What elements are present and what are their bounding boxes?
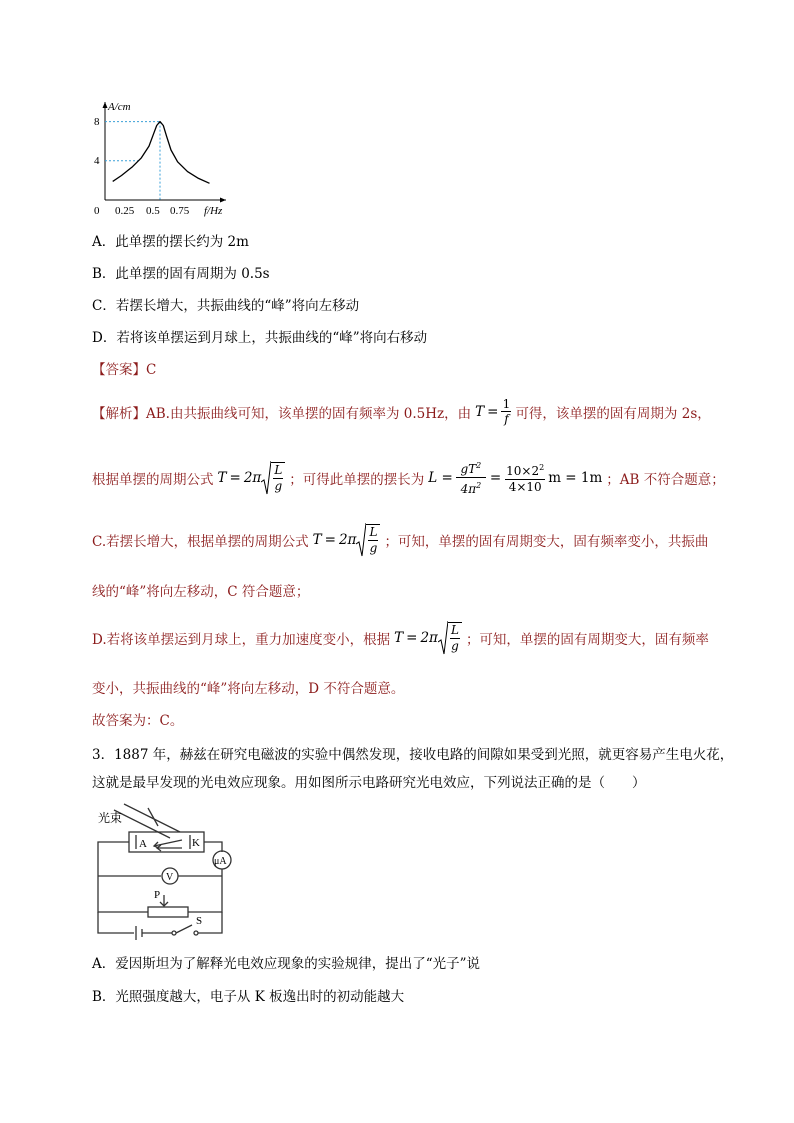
fraction-gT2 <box>456 458 486 497</box>
q3-option-b: B．光照强度越大，电子从 K 板逸出时的初动能越大 <box>92 989 405 1005</box>
resonance-chart <box>88 96 238 221</box>
explanation-label: 【解析】 <box>92 405 146 422</box>
numerator: 1 <box>502 397 511 411</box>
numerator: $10\times 2^2$ <box>506 463 545 478</box>
var-T: T <box>475 403 485 420</box>
x-axis-label: f/Hz <box>204 205 223 217</box>
option-a: A．此单摆的摆长约为 2m <box>92 234 249 250</box>
explanation-line-4: 线的“峰”将向左移动，C 符合题意； <box>92 584 310 600</box>
var-T: T <box>394 630 404 646</box>
option-c: C．若摆长增大，共振曲线的“峰”将向左移动 <box>92 298 360 314</box>
fraction-numeric <box>505 460 545 495</box>
explanation-text-1a: AB.由共振曲线可知，该单摆的固有频率为 0.5Hz，由 <box>146 405 472 422</box>
denominator-g: g <box>274 478 283 493</box>
formula-T-1-over-f <box>475 397 511 426</box>
equals-sign: = <box>229 469 241 486</box>
explanation-line-5 <box>92 620 709 656</box>
answer-value: C <box>146 362 157 378</box>
option-d: D．若将该单摆运到月球上，共振曲线的“峰”将向右移动 <box>92 330 428 346</box>
var-T: T <box>312 532 322 548</box>
sqrt-sign <box>438 620 462 656</box>
equals-sign: = <box>406 630 418 646</box>
two-pi: 2π <box>338 532 357 548</box>
var-T: T <box>217 469 227 486</box>
answer-line <box>92 358 156 378</box>
slider-label: P <box>154 889 161 901</box>
cathode-label: K <box>192 837 200 849</box>
explanation-text-3a: C.若摆长增大，根据单摆的周期公式 <box>92 534 309 550</box>
sqrt-fraction <box>271 462 285 494</box>
x-tick-label-075: 0.75 <box>170 205 190 217</box>
resonance-curve <box>113 122 210 184</box>
equals-sign: = <box>487 403 499 420</box>
answer-label: 【答案】 <box>92 362 146 378</box>
formula-period <box>394 620 462 656</box>
explanation-line-6: 变小，共振曲线的“峰”将向左移动，D 不符合题意。 <box>92 681 405 697</box>
light-beam-label: 光束 <box>98 811 123 825</box>
explanation-text-2c: ；AB 不符合题意； <box>606 471 725 488</box>
numerator-L: L <box>274 462 283 477</box>
radical-icon <box>356 522 366 558</box>
length-lhs: L = <box>428 469 453 486</box>
q3-option-a: A．爱因斯坦为了解释光电效应现象的实验规律，提出了“光子”说 <box>92 956 481 972</box>
formula-period <box>218 460 286 496</box>
explanation-text-2b: ；可得此单摆的摆长为 <box>289 471 425 488</box>
sqrt-fraction <box>448 622 462 654</box>
formula-period <box>313 522 381 558</box>
y-tick-label-8: 8 <box>94 116 100 128</box>
denominator: $4\pi^2$ <box>460 481 482 496</box>
switch-label: S <box>196 915 203 927</box>
numerator-L: L <box>369 525 378 539</box>
two-pi: 2π <box>243 469 262 486</box>
numerator-L: L <box>450 623 459 637</box>
denominator: f <box>504 412 509 426</box>
photoelectric-circuit-diagram <box>92 800 252 942</box>
radical-icon <box>261 460 271 496</box>
explanation-line-2 <box>92 458 725 497</box>
sqrt-sign <box>261 460 285 496</box>
explanation-text-2a: 根据单摆的周期公式 <box>92 471 214 488</box>
option-b: B．此单摆的固有周期为 0.5s <box>92 266 270 282</box>
denominator: 4×10 <box>508 480 542 494</box>
denominator-g: g <box>451 639 459 653</box>
sqrt-fraction <box>366 524 380 556</box>
equals-sign: = <box>324 532 336 548</box>
origin-label: 0 <box>94 205 100 217</box>
explanation-text-3b: ；可知，单摆的固有周期变大，固有频率变小，共振曲 <box>384 534 709 550</box>
numerator: $gT^2$ <box>460 461 482 476</box>
explanation-line-1 <box>92 397 711 426</box>
denominator-g: g <box>369 541 378 555</box>
conclusion-line: 故答案为：C。 <box>92 713 184 729</box>
question-3-stem-line-2: 这就是最早发现的光电效应现象。用如图所示电路研究光电效应，下列说法正确的是（ ） <box>92 775 646 791</box>
formula-length <box>428 458 602 497</box>
y-axis-label: A/cm <box>108 101 131 113</box>
y-axis-arrow <box>103 102 108 108</box>
explanation-text-5b: ；可知，单摆的固有周期变大，固有频率 <box>465 632 709 648</box>
question-3-stem-line-1: 3．1887 年，赫兹在研究电磁波的实验中偶然发现，接收电路的间隙如果受到光照，就更容易产生电火花， <box>92 747 734 763</box>
x-tick-label-025: 0.25 <box>115 205 135 217</box>
anode-label: A <box>139 838 147 850</box>
x-axis-arrow <box>220 198 226 203</box>
two-pi: 2π <box>420 630 438 646</box>
explanation-text-5a: D.若将该单摆运到月球上，重力加速度变小，根据 <box>92 632 391 648</box>
x-tick-label-05: 0.5 <box>146 205 160 217</box>
y-tick-label-4: 4 <box>94 155 100 167</box>
equals-sign: = <box>489 469 502 486</box>
result: m = 1m <box>548 469 603 486</box>
fraction <box>501 397 511 426</box>
radical-icon <box>438 620 448 656</box>
sqrt-sign <box>356 522 380 558</box>
explanation-text-1b: 可得，该单摆的固有周期为 2s， <box>515 405 711 422</box>
microammeter-label: μA <box>214 856 227 867</box>
explanation-line-3 <box>92 522 708 558</box>
voltmeter-label: V <box>166 872 174 883</box>
